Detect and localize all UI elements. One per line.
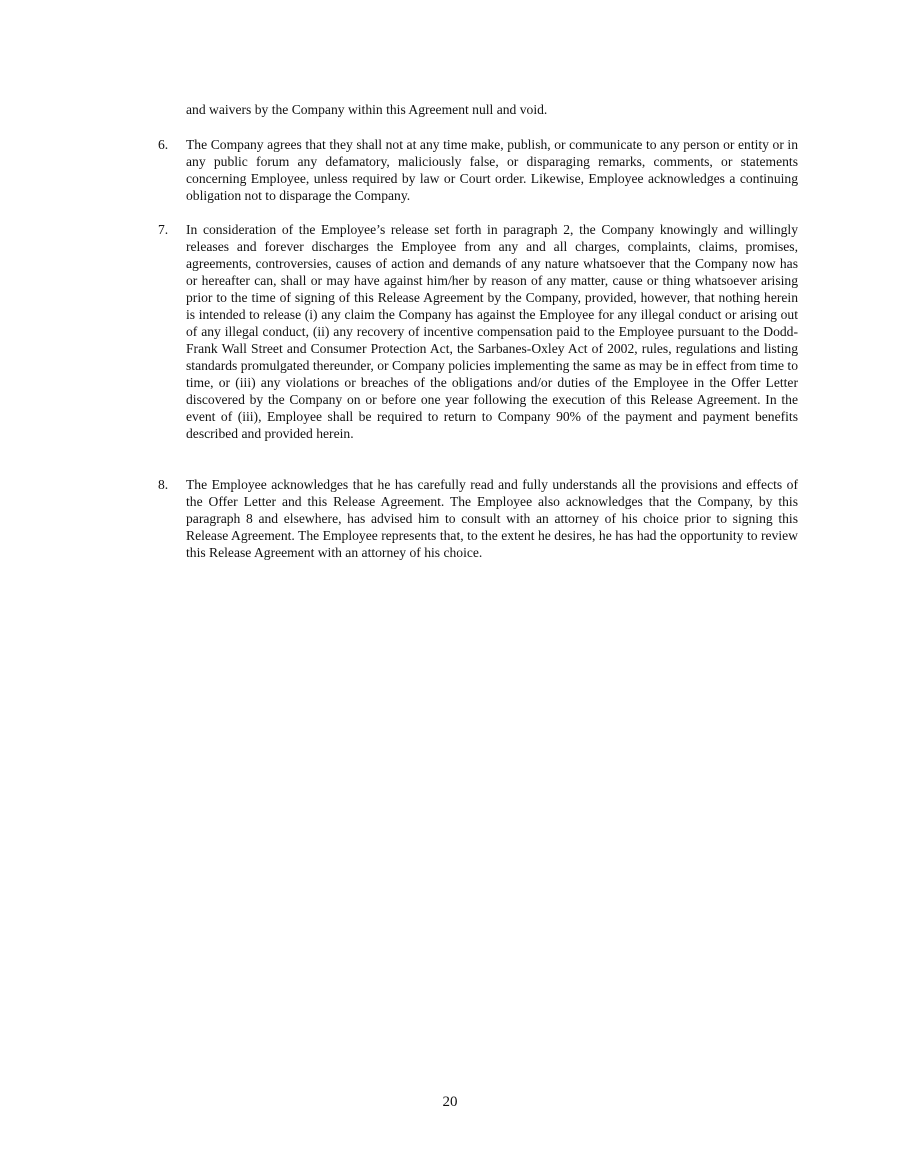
paragraph-text: The Employee acknowledges that he has carefully read and fully understands all the provisions and effects of the Offer Letter and this Release Agreement. The Employee also acknowledges that the Company, by this paragraph 8 and elsewhere, has advised him to consult with an attorney of his choice prior to signing this Release Agreement. The Employee represents that, to the extent he desires, he has had the opportunity to review this Release Agreement with an attorney of his choice. <box>186 477 798 560</box>
paragraph-number: 7. <box>158 222 169 237</box>
paragraph-8 <box>158 476 798 561</box>
paragraph-number: 8. <box>158 477 169 492</box>
paragraph-text: The Company agrees that they shall not at any time make, publish, or communicate to any person or entity or in any public forum any defamatory, maliciously false, or disparaging remarks, comments, or statements concerning Employee, unless required by law or Court order. Likewise, Employee acknowledges a continuing obligation not to disparage the Company. <box>186 137 798 203</box>
paragraph-number: 6. <box>158 137 169 152</box>
paragraph-7 <box>158 221 798 442</box>
continuation-text: and waivers by the Company within this Agreement null and void. <box>186 102 548 117</box>
paragraph-6 <box>158 136 798 204</box>
page-number: 20 <box>442 1094 458 1110</box>
paragraph-text: In consideration of the Employee’s release set forth in paragraph 2, the Company knowingly and willingly releases and forever discharges the Employee from any and all charges, complaints, claims, promises, agreements, controversies, causes of action and demands of any nature whatsoever that the Company now has or hereafter can, shall or may have against him/her by reason of any matter, cause or thing whatsoever arising prior to the time of signing of this Release Agreement by the Company, provided, however, that nothing herein is intended to release (i) any claim the Company has against the Employee for any illegal conduct or arising out of any illegal conduct, (ii) any recovery of incentive compensation paid to the Employee pursuant to the Dodd-Frank Wall Street and Consumer Protection Act, the Sarbanes-Oxley Act of 2002, rules, regulations and listing standards promulgated thereunder, or Company policies implementing the same as may be in effect from time to time, or (iii) any violations or breaches of the obligations and/or duties of the Employee in the Offer Letter discovered by the Company on or before one year following the execution of this Release Agreement. In the event of (iii), Employee shall be required to return to Company 90% of the payment and payment benefits described and provided herein. <box>186 222 798 441</box>
